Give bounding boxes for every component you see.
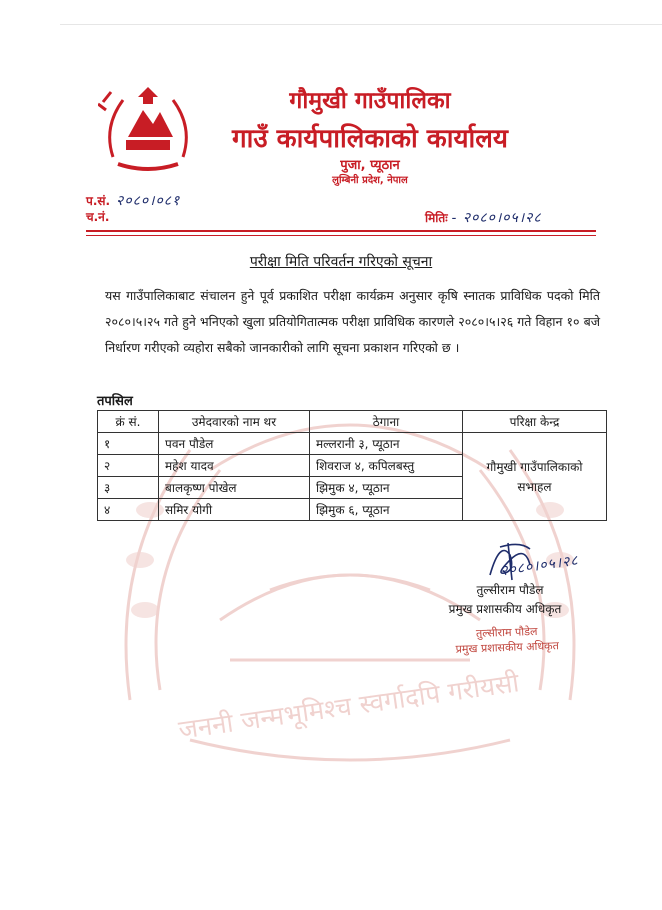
header-rule xyxy=(86,230,596,232)
office-name: गाउँ कार्यपालिकाको कार्यालय xyxy=(232,124,508,154)
cell-sn: ४ xyxy=(98,499,159,521)
nepal-emblem-icon xyxy=(98,82,198,177)
date-label: मितिः xyxy=(425,211,448,225)
cell-name: पवन पौडेल xyxy=(159,433,310,455)
table-header-row xyxy=(98,411,607,433)
cell-name: बालकृष्ण पोखेल xyxy=(159,477,310,499)
official-stamp xyxy=(432,622,583,657)
cell-address: झिमुक ६, प्यूठान xyxy=(310,499,463,521)
cn-label: च.नं. xyxy=(86,210,110,224)
cell-sn: १ xyxy=(98,433,159,455)
signatory-name: तुल्सीराम पौडेल xyxy=(476,583,544,597)
reference-cn xyxy=(86,208,109,225)
ps-label: प.सं. xyxy=(86,194,111,208)
office-province: लुम्बिनी प्रदेश, नेपाल xyxy=(332,175,408,186)
exam-center-line1: गौमुखी गाउँपालिकाको xyxy=(486,459,583,474)
details-label: तपसिल xyxy=(97,394,133,409)
cell-address: शिवराज ४, कपिलबस्तु xyxy=(310,455,463,477)
ps-value: २०८०।०८१ xyxy=(116,193,181,209)
header-name: उमेदवारको नाम थर xyxy=(159,411,310,433)
cell-exam-center xyxy=(463,433,607,521)
stamp-name: तुल्सीराम पौडेल xyxy=(475,624,538,641)
stamp-designation: प्रमुख प्रशासकीय अधिकृत xyxy=(455,639,560,656)
header-exam-center: परिक्षा केन्द्र xyxy=(463,411,607,433)
notice-body: यस गाउँपालिकाबाट संचालन हुने पूर्व प्रकाशित परीक्षा कार्यक्रम अनुसार कृषि स्नातक प्राविधिक पदको मिति २०८०।५।२५ गते हुने भनिएको खुला प्रतियोगितात्मक परीक्षा प्राविधिक कारणले २०८०।५।२६ गते विहान १० बजे निर्धारण गरीएको व्यहोरा सबैको जानकारीको लागि सूचना प्रकाशन गरिएको छ । xyxy=(105,288,600,355)
cell-name: महेश यादव xyxy=(159,455,310,477)
header-sn: क्रं सं. xyxy=(98,411,159,433)
notice-date xyxy=(425,208,542,227)
exam-center-line2: सभाहल xyxy=(517,479,552,494)
cell-sn: २ xyxy=(98,455,159,477)
cell-address: मल्लरानी ३, प्यूठान xyxy=(310,433,463,455)
signature-date: २०८०।०५।२८ xyxy=(499,552,580,580)
page-top-line xyxy=(60,24,662,25)
header-address: ठेगाना xyxy=(310,411,463,433)
signatory-designation: प्रमुख प्रशासकीय अधिकृत xyxy=(448,602,562,616)
header-rule-thin xyxy=(86,235,596,236)
cell-address: झिमुक ४, प्यूठान xyxy=(310,477,463,499)
date-value: - २०८०।०५।२८ xyxy=(451,210,542,226)
cell-name: समिर योगी xyxy=(159,499,310,521)
cell-sn: ३ xyxy=(98,477,159,499)
candidate-table xyxy=(97,410,607,521)
municipality-name: गौमुखी गाउँपालिका xyxy=(289,88,451,114)
office-location: पुजा, प्यूठान xyxy=(340,158,400,173)
notice-title: परीक्षा मिति परिवर्तन गरिएको सूचना xyxy=(249,254,433,270)
table-row xyxy=(98,433,607,455)
watermark-motto: जननी जन्मभूमिश्च स्वर्गादपि गरीयसी xyxy=(176,668,522,746)
